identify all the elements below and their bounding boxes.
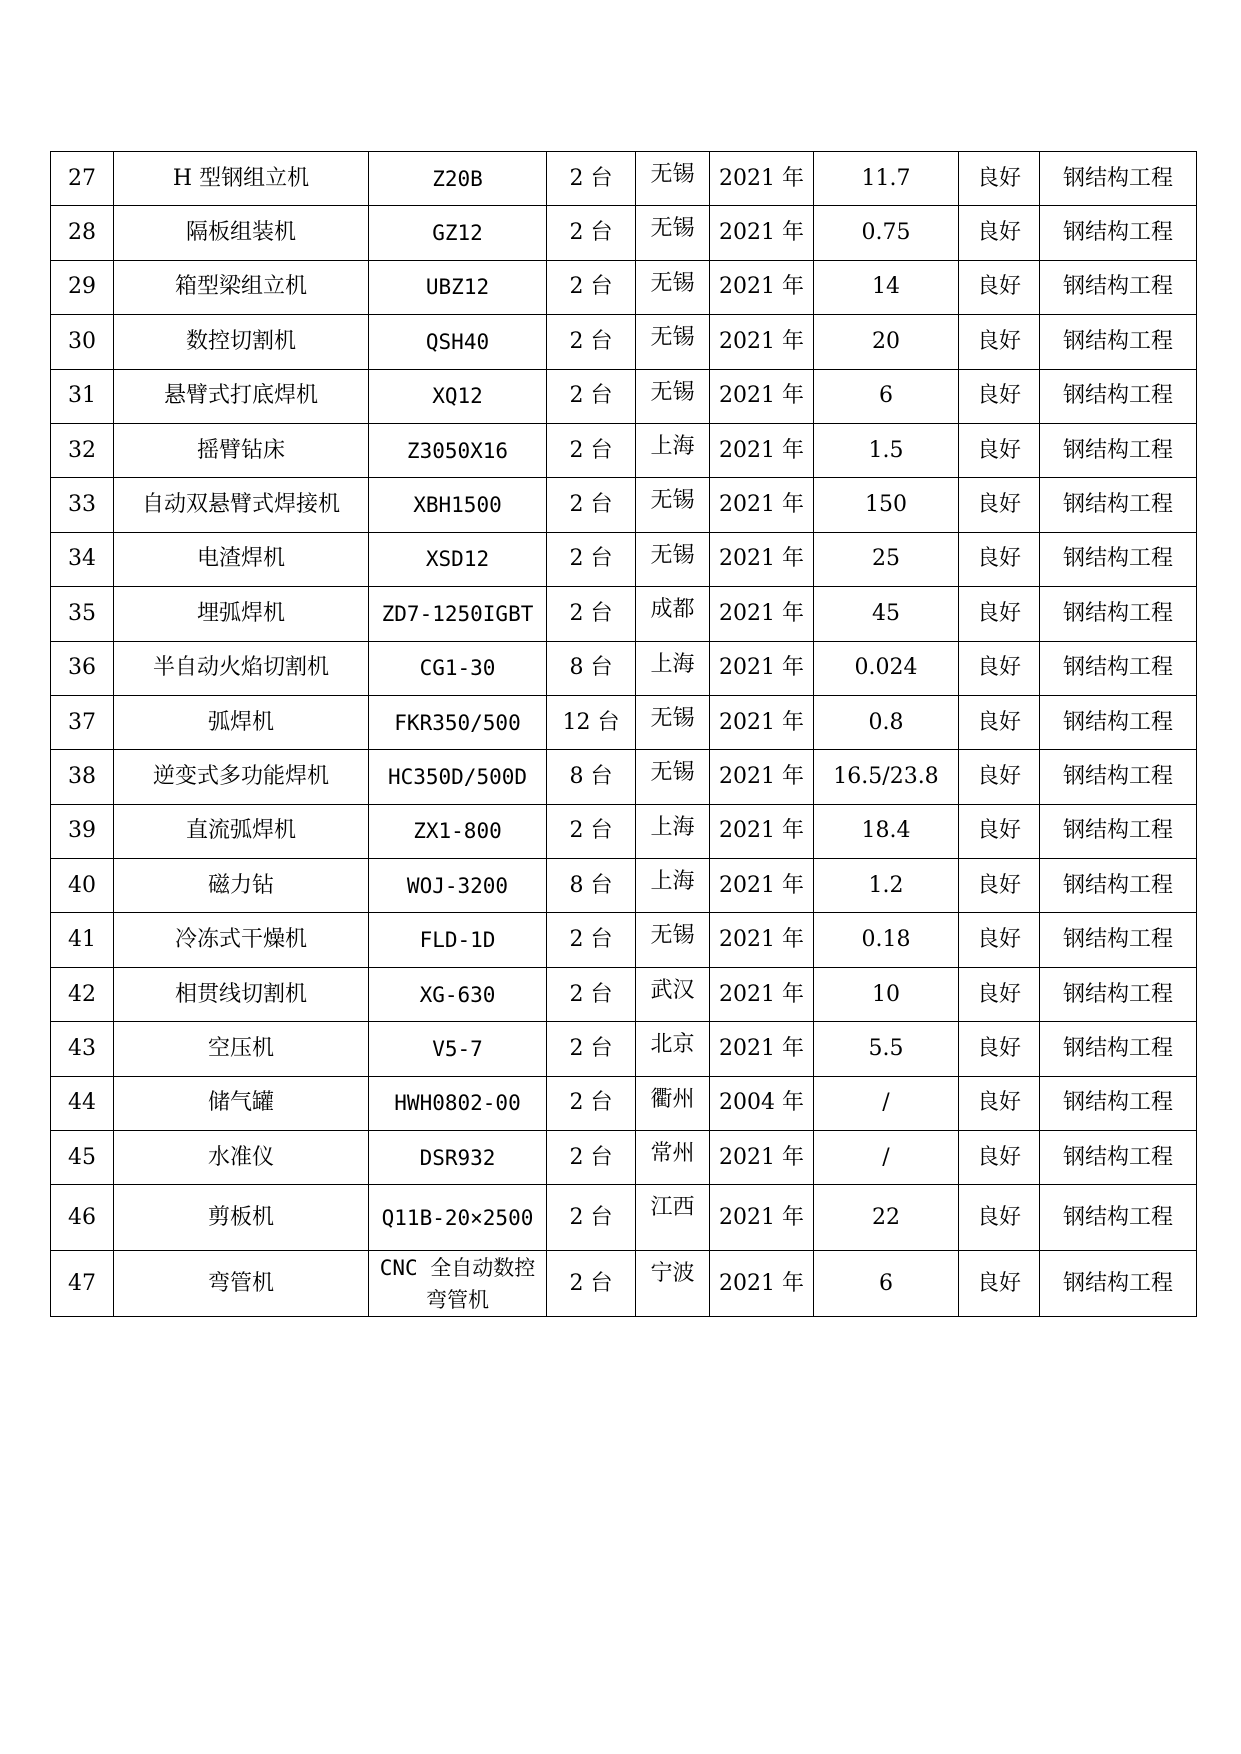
cell-rated-power: 10: [814, 967, 959, 1021]
cell-usage: 钢结构工程: [1040, 1185, 1197, 1251]
cell-row-number: 39: [51, 804, 114, 858]
cell-manufacture-year: 2021 年: [710, 478, 814, 532]
cell-equipment-model: UBZ12: [369, 260, 547, 314]
cell-manufacture-year: 2021 年: [710, 913, 814, 967]
cell-condition: 良好: [959, 423, 1040, 477]
cell-rated-power: 20: [814, 315, 959, 369]
cell-row-number: 44: [51, 1076, 114, 1130]
cell-rated-power: 1.5: [814, 423, 959, 477]
cell-equipment-model: CG1-30: [369, 641, 547, 695]
cell-equipment-model: ZD7-1250IGBT: [369, 587, 547, 641]
cell-condition: 良好: [959, 967, 1040, 1021]
cell-quantity: 12 台: [547, 695, 636, 749]
cell-equipment-name: 空压机: [114, 1022, 369, 1076]
cell-equipment-model: DSR932: [369, 1131, 547, 1185]
cell-quantity: 2 台: [547, 478, 636, 532]
cell-condition: 良好: [959, 260, 1040, 314]
cell-manufacture-year: 2021 年: [710, 423, 814, 477]
cell-origin: 武汉: [636, 967, 710, 1021]
cell-quantity: 2 台: [547, 315, 636, 369]
cell-equipment-model: CNC 全自动数控弯管机: [369, 1251, 547, 1317]
cell-equipment-name: 自动双悬臂式焊接机: [114, 478, 369, 532]
table-row: [51, 859, 1197, 913]
cell-rated-power: 0.8: [814, 695, 959, 749]
cell-row-number: 32: [51, 423, 114, 477]
cell-equipment-name: 直流弧焊机: [114, 804, 369, 858]
cell-usage: 钢结构工程: [1040, 859, 1197, 913]
cell-origin: 无锡: [636, 532, 710, 586]
cell-equipment-name: H 型钢组立机: [114, 152, 369, 206]
cell-row-number: 33: [51, 478, 114, 532]
cell-equipment-name: 埋弧焊机: [114, 587, 369, 641]
cell-manufacture-year: 2021 年: [710, 804, 814, 858]
cell-usage: 钢结构工程: [1040, 1022, 1197, 1076]
cell-origin: 无锡: [636, 478, 710, 532]
cell-origin: 上海: [636, 641, 710, 695]
cell-rated-power: 16.5/23.8: [814, 750, 959, 804]
cell-origin: 无锡: [636, 260, 710, 314]
cell-manufacture-year: 2021 年: [710, 587, 814, 641]
cell-condition: 良好: [959, 532, 1040, 586]
cell-rated-power: 150: [814, 478, 959, 532]
cell-row-number: 37: [51, 695, 114, 749]
cell-origin: 宁波: [636, 1251, 710, 1317]
cell-condition: 良好: [959, 478, 1040, 532]
cell-equipment-name: 冷冻式干燥机: [114, 913, 369, 967]
cell-rated-power: 25: [814, 532, 959, 586]
cell-equipment-model: XBH1500: [369, 478, 547, 532]
cell-equipment-model: FLD-1D: [369, 913, 547, 967]
cell-condition: 良好: [959, 1251, 1040, 1317]
cell-manufacture-year: 2021 年: [710, 260, 814, 314]
cell-condition: 良好: [959, 1185, 1040, 1251]
cell-row-number: 28: [51, 206, 114, 260]
cell-rated-power: 5.5: [814, 1022, 959, 1076]
cell-condition: 良好: [959, 859, 1040, 913]
cell-origin: 上海: [636, 423, 710, 477]
cell-equipment-model: XG-630: [369, 967, 547, 1021]
cell-origin: 衢州: [636, 1076, 710, 1130]
table-row: [51, 1022, 1197, 1076]
cell-rated-power: 14: [814, 260, 959, 314]
cell-equipment-model: Z3050X16: [369, 423, 547, 477]
cell-quantity: 8 台: [547, 750, 636, 804]
table-row: [51, 1185, 1197, 1251]
cell-rated-power: 22: [814, 1185, 959, 1251]
cell-usage: 钢结构工程: [1040, 260, 1197, 314]
table-row: [51, 750, 1197, 804]
cell-row-number: 46: [51, 1185, 114, 1251]
cell-quantity: 2 台: [547, 587, 636, 641]
cell-equipment-model: HC350D/500D: [369, 750, 547, 804]
cell-origin: 上海: [636, 859, 710, 913]
cell-usage: 钢结构工程: [1040, 478, 1197, 532]
cell-condition: 良好: [959, 804, 1040, 858]
cell-origin: 无锡: [636, 206, 710, 260]
table-row: [51, 641, 1197, 695]
table-row: [51, 695, 1197, 749]
cell-equipment-model: WOJ-3200: [369, 859, 547, 913]
cell-quantity: 2 台: [547, 1022, 636, 1076]
table-row: [51, 478, 1197, 532]
cell-condition: 良好: [959, 587, 1040, 641]
cell-usage: 钢结构工程: [1040, 804, 1197, 858]
cell-equipment-model: XQ12: [369, 369, 547, 423]
cell-equipment-name: 磁力钻: [114, 859, 369, 913]
table-row: [51, 967, 1197, 1021]
cell-quantity: 2 台: [547, 913, 636, 967]
cell-manufacture-year: 2021 年: [710, 1251, 814, 1317]
cell-row-number: 29: [51, 260, 114, 314]
cell-condition: 良好: [959, 315, 1040, 369]
cell-equipment-name: 箱型梁组立机: [114, 260, 369, 314]
cell-row-number: 42: [51, 967, 114, 1021]
cell-manufacture-year: 2021 年: [710, 859, 814, 913]
cell-quantity: 2 台: [547, 532, 636, 586]
cell-row-number: 47: [51, 1251, 114, 1317]
cell-origin: 无锡: [636, 750, 710, 804]
cell-usage: 钢结构工程: [1040, 695, 1197, 749]
cell-manufacture-year: 2004 年: [710, 1076, 814, 1130]
cell-rated-power: /: [814, 1131, 959, 1185]
cell-row-number: 30: [51, 315, 114, 369]
cell-quantity: 2 台: [547, 152, 636, 206]
cell-origin: 无锡: [636, 315, 710, 369]
cell-usage: 钢结构工程: [1040, 1131, 1197, 1185]
cell-origin: 常州: [636, 1131, 710, 1185]
cell-equipment-name: 储气罐: [114, 1076, 369, 1130]
cell-manufacture-year: 2021 年: [710, 750, 814, 804]
cell-origin: 上海: [636, 804, 710, 858]
cell-equipment-model: ZX1-800: [369, 804, 547, 858]
cell-condition: 良好: [959, 152, 1040, 206]
cell-usage: 钢结构工程: [1040, 913, 1197, 967]
cell-condition: 良好: [959, 1076, 1040, 1130]
cell-usage: 钢结构工程: [1040, 750, 1197, 804]
cell-row-number: 45: [51, 1131, 114, 1185]
cell-manufacture-year: 2021 年: [710, 1131, 814, 1185]
cell-origin: 无锡: [636, 369, 710, 423]
cell-equipment-model: XSD12: [369, 532, 547, 586]
cell-equipment-name: 隔板组装机: [114, 206, 369, 260]
cell-quantity: 2 台: [547, 206, 636, 260]
cell-equipment-name: 电渣焊机: [114, 532, 369, 586]
table-row: [51, 1131, 1197, 1185]
cell-row-number: 34: [51, 532, 114, 586]
cell-rated-power: 6: [814, 369, 959, 423]
cell-row-number: 31: [51, 369, 114, 423]
cell-origin: 无锡: [636, 695, 710, 749]
cell-quantity: 2 台: [547, 804, 636, 858]
cell-quantity: 2 台: [547, 967, 636, 1021]
cell-equipment-name: 弧焊机: [114, 695, 369, 749]
cell-condition: 良好: [959, 1022, 1040, 1076]
cell-quantity: 2 台: [547, 1185, 636, 1251]
cell-condition: 良好: [959, 1131, 1040, 1185]
cell-usage: 钢结构工程: [1040, 1076, 1197, 1130]
table-row: [51, 152, 1197, 206]
cell-equipment-model: Z20B: [369, 152, 547, 206]
cell-condition: 良好: [959, 641, 1040, 695]
table-row: [51, 804, 1197, 858]
cell-usage: 钢结构工程: [1040, 587, 1197, 641]
cell-equipment-name: 半自动火焰切割机: [114, 641, 369, 695]
cell-equipment-model: QSH40: [369, 315, 547, 369]
cell-quantity: 8 台: [547, 859, 636, 913]
table-row: [51, 260, 1197, 314]
cell-rated-power: 1.2: [814, 859, 959, 913]
cell-quantity: 2 台: [547, 1076, 636, 1130]
cell-quantity: 8 台: [547, 641, 636, 695]
cell-equipment-name: 悬臂式打底焊机: [114, 369, 369, 423]
cell-equipment-model: HWH0802-00: [369, 1076, 547, 1130]
table-row: [51, 369, 1197, 423]
table-row: [51, 532, 1197, 586]
cell-row-number: 35: [51, 587, 114, 641]
cell-condition: 良好: [959, 750, 1040, 804]
table-row: [51, 913, 1197, 967]
cell-equipment-name: 数控切割机: [114, 315, 369, 369]
cell-origin: 无锡: [636, 152, 710, 206]
cell-row-number: 36: [51, 641, 114, 695]
cell-usage: 钢结构工程: [1040, 206, 1197, 260]
cell-equipment-model: V5-7: [369, 1022, 547, 1076]
cell-equipment-name: 水准仪: [114, 1131, 369, 1185]
cell-manufacture-year: 2021 年: [710, 532, 814, 586]
table-row: [51, 1251, 1197, 1317]
cell-rated-power: 11.7: [814, 152, 959, 206]
cell-rated-power: 0.75: [814, 206, 959, 260]
cell-quantity: 2 台: [547, 423, 636, 477]
cell-equipment-name: 剪板机: [114, 1185, 369, 1251]
cell-quantity: 2 台: [547, 1251, 636, 1317]
cell-row-number: 41: [51, 913, 114, 967]
table-row: [51, 206, 1197, 260]
table-row: [51, 423, 1197, 477]
table-row: [51, 1076, 1197, 1130]
cell-manufacture-year: 2021 年: [710, 369, 814, 423]
cell-equipment-model: FKR350/500: [369, 695, 547, 749]
cell-quantity: 2 台: [547, 369, 636, 423]
cell-usage: 钢结构工程: [1040, 532, 1197, 586]
cell-manufacture-year: 2021 年: [710, 641, 814, 695]
cell-origin: 江西: [636, 1185, 710, 1251]
cell-row-number: 40: [51, 859, 114, 913]
cell-quantity: 2 台: [547, 1131, 636, 1185]
cell-condition: 良好: [959, 695, 1040, 749]
cell-usage: 钢结构工程: [1040, 1251, 1197, 1317]
cell-equipment-name: 弯管机: [114, 1251, 369, 1317]
cell-rated-power: 45: [814, 587, 959, 641]
cell-origin: 无锡: [636, 913, 710, 967]
cell-equipment-name: 相贯线切割机: [114, 967, 369, 1021]
cell-equipment-name: 摇臂钻床: [114, 423, 369, 477]
cell-manufacture-year: 2021 年: [710, 152, 814, 206]
cell-manufacture-year: 2021 年: [710, 1022, 814, 1076]
cell-rated-power: 0.18: [814, 913, 959, 967]
cell-manufacture-year: 2021 年: [710, 1185, 814, 1251]
table-body: [51, 152, 1197, 1317]
cell-usage: 钢结构工程: [1040, 369, 1197, 423]
table-row: [51, 315, 1197, 369]
cell-origin: 北京: [636, 1022, 710, 1076]
cell-rated-power: 18.4: [814, 804, 959, 858]
cell-row-number: 43: [51, 1022, 114, 1076]
cell-origin: 成都: [636, 587, 710, 641]
cell-row-number: 27: [51, 152, 114, 206]
cell-usage: 钢结构工程: [1040, 423, 1197, 477]
cell-rated-power: 0.024: [814, 641, 959, 695]
cell-manufacture-year: 2021 年: [710, 315, 814, 369]
cell-quantity: 2 台: [547, 260, 636, 314]
cell-row-number: 38: [51, 750, 114, 804]
cell-rated-power: 6: [814, 1251, 959, 1317]
equipment-table: [50, 151, 1197, 1317]
cell-equipment-model: GZ12: [369, 206, 547, 260]
cell-condition: 良好: [959, 913, 1040, 967]
cell-usage: 钢结构工程: [1040, 641, 1197, 695]
cell-equipment-name: 逆变式多功能焊机: [114, 750, 369, 804]
cell-usage: 钢结构工程: [1040, 967, 1197, 1021]
cell-usage: 钢结构工程: [1040, 315, 1197, 369]
cell-manufacture-year: 2021 年: [710, 967, 814, 1021]
cell-manufacture-year: 2021 年: [710, 695, 814, 749]
table-row: [51, 587, 1197, 641]
cell-manufacture-year: 2021 年: [710, 206, 814, 260]
cell-equipment-model: Q11B-20×2500: [369, 1185, 547, 1251]
cell-rated-power: /: [814, 1076, 959, 1130]
cell-condition: 良好: [959, 206, 1040, 260]
cell-condition: 良好: [959, 369, 1040, 423]
cell-usage: 钢结构工程: [1040, 152, 1197, 206]
